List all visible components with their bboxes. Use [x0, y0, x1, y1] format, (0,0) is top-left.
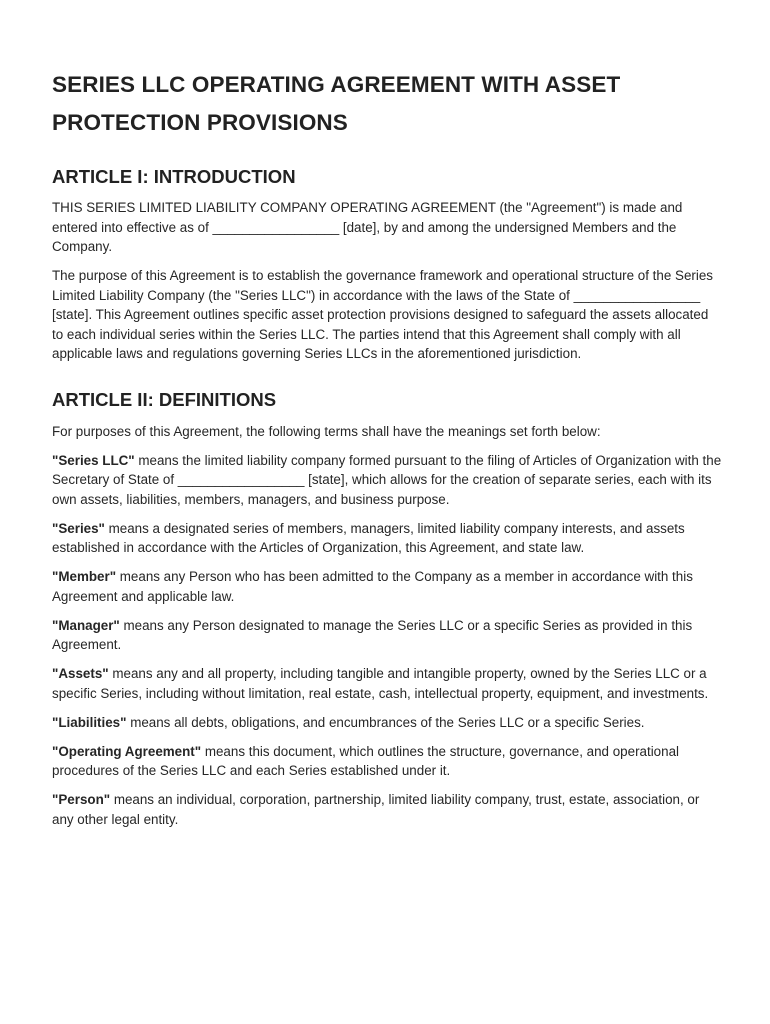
article-heading: ARTICLE I: INTRODUCTION	[52, 166, 296, 187]
purpose-paragraph: The purpose of this Agreement is to establish the governance framework and operational structure of the Series Limited Liability Company (the "Series LLC") in accordance with the laws of the State of _________________ [state]. This Agreement outlines specific asset protection provisions designed to safeguard the assets allocated to each individual series within the Series LLC. The parties intend that this Agreement shall comply with all applicable laws and regulations governing Series LLCs in the aforementioned jurisdiction.	[52, 268, 713, 361]
definition-item	[52, 664, 722, 703]
definition-term: "Manager"	[52, 617, 120, 633]
definition-text: means an individual, corporation, partnership, limited liability company, trust, estate, association, or any other legal entity.	[52, 792, 700, 827]
definition-term: "Liabilities"	[52, 714, 127, 730]
article-definitions	[52, 387, 722, 830]
definition-item	[52, 742, 722, 781]
definitions-intro: For purposes of this Agreement, the following terms shall have the meanings set forth below:	[52, 423, 601, 439]
definition-text: means a designated series of members, managers, limited liability company interests, and assets established in accordance with the Articles of Organization, this Agreement, and state law.	[52, 520, 685, 555]
definition-text: means any Person who has been admitted to the Company as a member in accordance with this Agreement and applicable law.	[52, 569, 693, 604]
document-title: SERIES LLC OPERATING AGREEMENT WITH ASSET PROTECTION PROVISIONS	[52, 72, 621, 135]
definition-item	[52, 616, 722, 655]
definition-item	[52, 451, 722, 510]
definition-term: "Operating Agreement"	[52, 743, 202, 759]
article-introduction	[52, 164, 722, 364]
definition-term: "Member"	[52, 569, 117, 584]
definition-text: means the limited liability company formed pursuant to the filing of Articles of Organization with the Secretary of State of _________________ [state], which allows for the creation of separate series, each with its own assets, liabilities, members, managers, and business purpose.	[52, 452, 722, 507]
intro-paragraph: THIS SERIES LIMITED LIABILITY COMPANY OPERATING AGREEMENT (the "Agreement") is made and entered into effective as of _________________ [date], by and among the undersigned Members and the Company.	[52, 200, 683, 254]
definition-text: means all debts, obligations, and encumbrances of the Series LLC or a specific Series.	[126, 714, 645, 730]
definition-item	[52, 713, 722, 733]
definition-item	[52, 790, 722, 829]
definition-term: "Assets"	[52, 666, 109, 681]
definition-term: "Series"	[52, 520, 105, 536]
article-heading: ARTICLE II: DEFINITIONS	[52, 388, 277, 410]
definition-text: means any and all property, including tangible and intangible property, owned by the Series LLC or a specific Series, including without limitation, real estate, cash, intellectual property, equipment, and investments.	[52, 666, 709, 701]
document-page	[52, 66, 722, 839]
definition-item	[52, 519, 722, 558]
definition-item	[52, 567, 722, 606]
definition-text: means this document, which outlines the structure, governance, and operational procedures of the Series LLC and each Series established under it.	[52, 743, 679, 778]
definition-term: "Series LLC"	[52, 452, 135, 468]
definition-text: means any Person designated to manage the Series LLC or a specific Series as provided in this Agreement.	[52, 617, 693, 652]
definition-term: "Person"	[52, 792, 111, 807]
